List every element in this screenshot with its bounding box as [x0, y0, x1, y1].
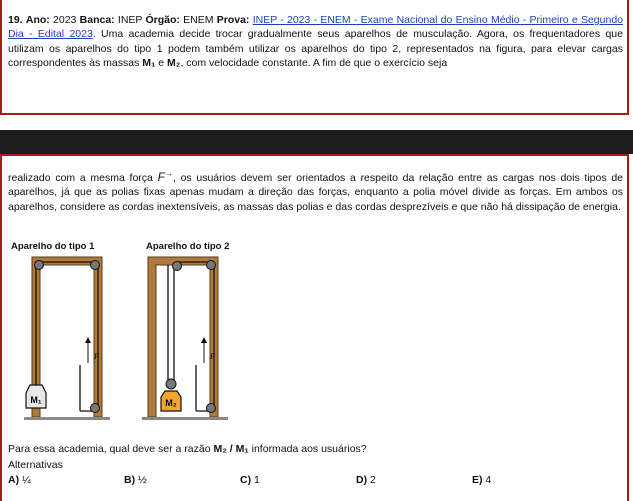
pulley-type1-top-right	[91, 261, 100, 270]
mass-type2-label: M₂	[165, 398, 177, 408]
floor-type1	[24, 417, 110, 420]
statement-continuation	[8, 167, 623, 214]
force-label-type1: F	[94, 352, 99, 361]
mass-type1-label: M₁	[30, 395, 42, 405]
alternative-a[interactable]: A) ¼	[8, 474, 31, 486]
alternatives-heading: Alternativas	[8, 459, 63, 471]
force-label-type2: F	[210, 352, 215, 361]
banca-label: Banca:	[79, 14, 115, 26]
ano-label: Ano:	[25, 14, 50, 26]
apparatus-type2-figure	[140, 253, 240, 425]
pulley-type1-bottom	[91, 404, 100, 413]
alternative-c[interactable]: C) 1	[240, 474, 260, 486]
mass2-inline: M₂	[167, 56, 181, 69]
pulley-type2-top-right	[207, 261, 216, 270]
question-prompt: Para essa academia, qual deve ser a razão M₂ / M₁ informada aos usuários?	[8, 443, 367, 455]
banca-value: INEP	[117, 14, 143, 26]
statement-part1-end: , com velocidade constante. A fim de que o exercício seja	[180, 56, 448, 69]
ano-value: 2023	[53, 14, 77, 26]
dark-divider-bar	[0, 130, 633, 154]
pulley-type2-bottom	[207, 404, 216, 413]
statement-part2-start: realizado com a mesma força	[8, 172, 158, 184]
question-header-text	[8, 13, 623, 70]
alternative-b[interactable]: B) ½	[124, 474, 147, 486]
ratio-expression: M₂ / M₁	[213, 443, 249, 455]
orgao-label: Órgão:	[145, 14, 180, 26]
prova-label: Prova:	[216, 14, 250, 26]
statement-part2: , os usuários devem ser orientados a respeito da relação entre as cargas nos dois tipos de aparelhos, já que as polias fixas apenas mudam a direção das forças, enquanto a polia móvel divide as forças. Em ambos os aparelhos, considere as cordas inextensíveis, as massas das polias e das cordas desprezíveis e que não há dissipação de energia.	[8, 172, 623, 213]
type1-label: Aparelho do tipo 1	[11, 241, 95, 252]
mass1-inline: M₁	[142, 56, 156, 69]
statement-part1: . Uma academia decide trocar gradualmente seus aparelhos de musculação. Agora, os frequentadores que utilizam os aparelhos do tipo 1 podem também utilizar os aparelhos do tipo 2, representados na figura, para elevar cargas correspondentes às massas	[8, 28, 623, 69]
force-vector-inline: F→	[157, 169, 173, 184]
pulley-type2-movable	[166, 379, 176, 389]
prova-link[interactable]: INEP - 2023 - ENEM - Exame Nacional do Ensino Médio - Primeiro e Segundo Dia - Edital 2023	[8, 14, 623, 41]
floor-type2	[142, 417, 228, 420]
apparatus-type1-figure	[10, 253, 110, 425]
orgao-value: ENEM	[183, 14, 214, 26]
alternative-e[interactable]: E) 4	[472, 474, 492, 486]
pulley-type1-top-left	[35, 261, 44, 270]
and-word: e	[155, 56, 168, 69]
alternative-d[interactable]: D) 2	[356, 474, 376, 486]
type2-label: Aparelho do tipo 2	[146, 241, 230, 252]
frame-type2	[148, 257, 218, 417]
question-number: 19.	[8, 14, 23, 26]
gap-band	[0, 115, 633, 130]
pulley-type2-fixed	[173, 262, 182, 271]
